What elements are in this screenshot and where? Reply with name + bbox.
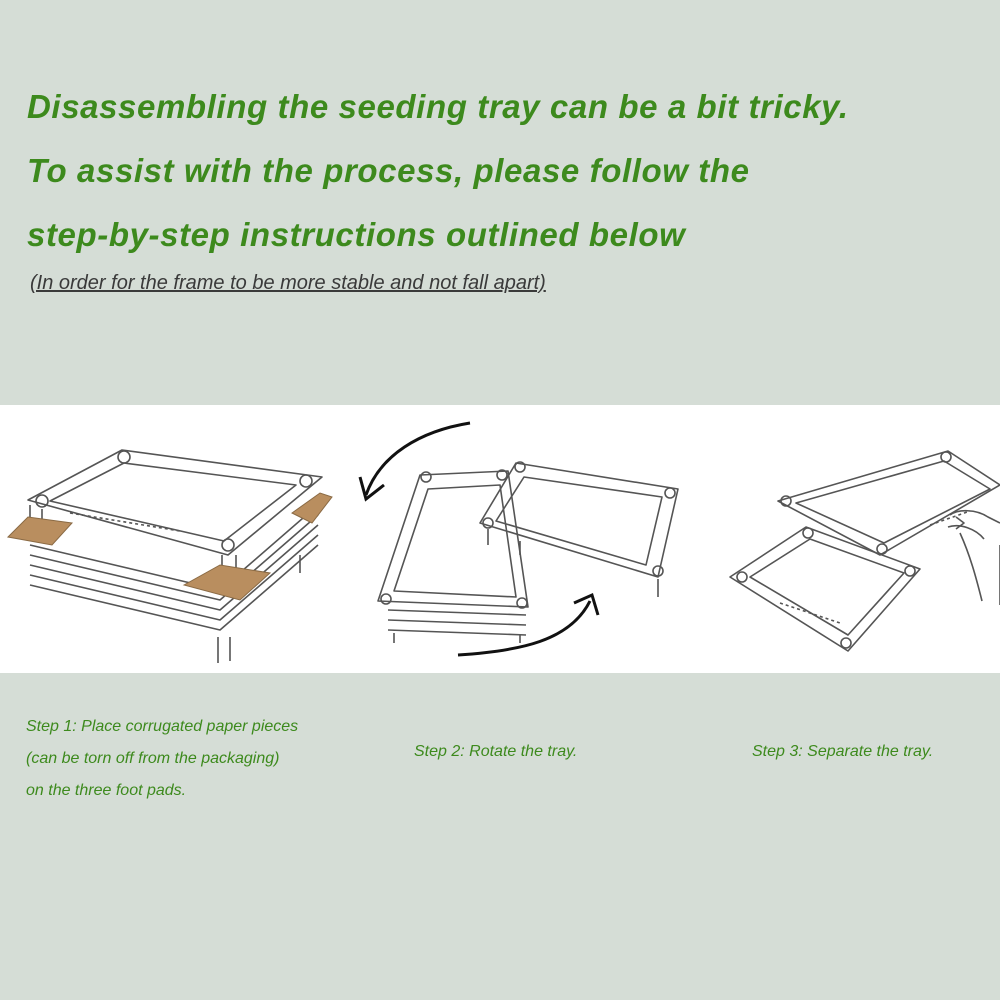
step-1-line-1: Step 1: Place corrugated paper pieces [26, 718, 299, 735]
illustration-band [0, 405, 1000, 673]
headline-line-1: Disassembling the seeding tray can be a bit tricky. [27, 88, 849, 125]
stacked-trays-with-cardboard-icon [0, 405, 340, 673]
step-1-line-3: on the three foot pads. [26, 782, 187, 799]
rotate-tray-arrows-icon [340, 405, 700, 673]
hand-separating-trays-icon [720, 405, 1000, 673]
step-2-caption: Step 2: Rotate the tray. [414, 743, 578, 760]
headline-line-2: To assist with the process, please follow the [27, 152, 750, 189]
step-1-line-2: (can be torn off from the packaging) [26, 750, 280, 767]
headline-line-3: step-by-step instructions outlined below [27, 216, 686, 253]
step-1-caption [26, 711, 298, 807]
step-3-caption: Step 3: Separate the tray. [752, 743, 934, 760]
stability-note: (In order for the frame to be more stable and not fall apart) [30, 272, 546, 294]
